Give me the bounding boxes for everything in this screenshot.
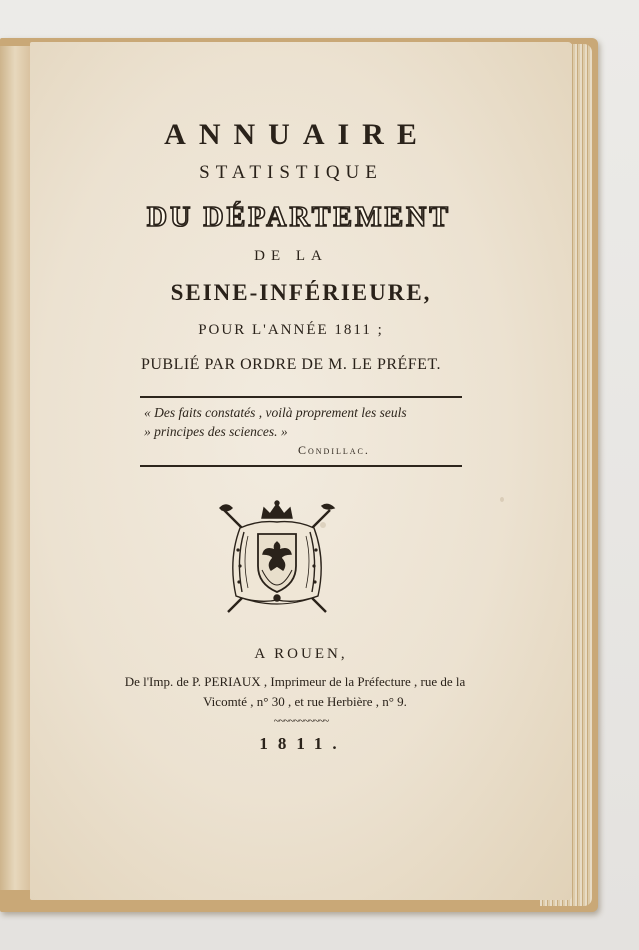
top-rule xyxy=(140,396,462,398)
title-connector: DE LA xyxy=(254,248,328,264)
publisher-line: PUBLIÉ PAR ORDRE DE M. LE PRÉFET. xyxy=(140,356,442,373)
book-subtitle: STATISTIQUE xyxy=(199,162,383,183)
book-spine-edge xyxy=(0,46,30,890)
imprint-line-2: Vicomté , n° 30 , et rue Herbière , n° 9. xyxy=(203,694,407,709)
imprint-year: 1811. xyxy=(259,734,347,753)
year-line: POUR L'ANNÉE 1811 ; xyxy=(198,322,384,338)
department-name: SEINE-INFÉRIEURE, xyxy=(170,280,432,305)
imperial-coat-of-arms-icon xyxy=(218,500,336,622)
bottom-rule xyxy=(140,465,462,467)
department-heading: DU DÉPARTEMENT xyxy=(146,202,452,233)
epigraph-line-2: » principes des sciences. » xyxy=(144,424,288,439)
imprint-line-1: De l'Imp. de P. PERIAUX , Imprimeur de la Préfecture , rue de la xyxy=(124,674,466,689)
imprint-place: A ROUEN, xyxy=(254,646,348,662)
imprint-ornament: ~~~~~~~~~~~ xyxy=(273,715,329,727)
epigraph-author: Condillac. xyxy=(298,443,370,457)
epigraph xyxy=(144,403,474,441)
title-page xyxy=(30,42,572,900)
epigraph-line-1: « Des faits constatés , voilà proprement les seuls xyxy=(144,405,407,420)
book-title: ANNUAIRE xyxy=(164,118,430,151)
foxing-spot xyxy=(500,497,504,502)
